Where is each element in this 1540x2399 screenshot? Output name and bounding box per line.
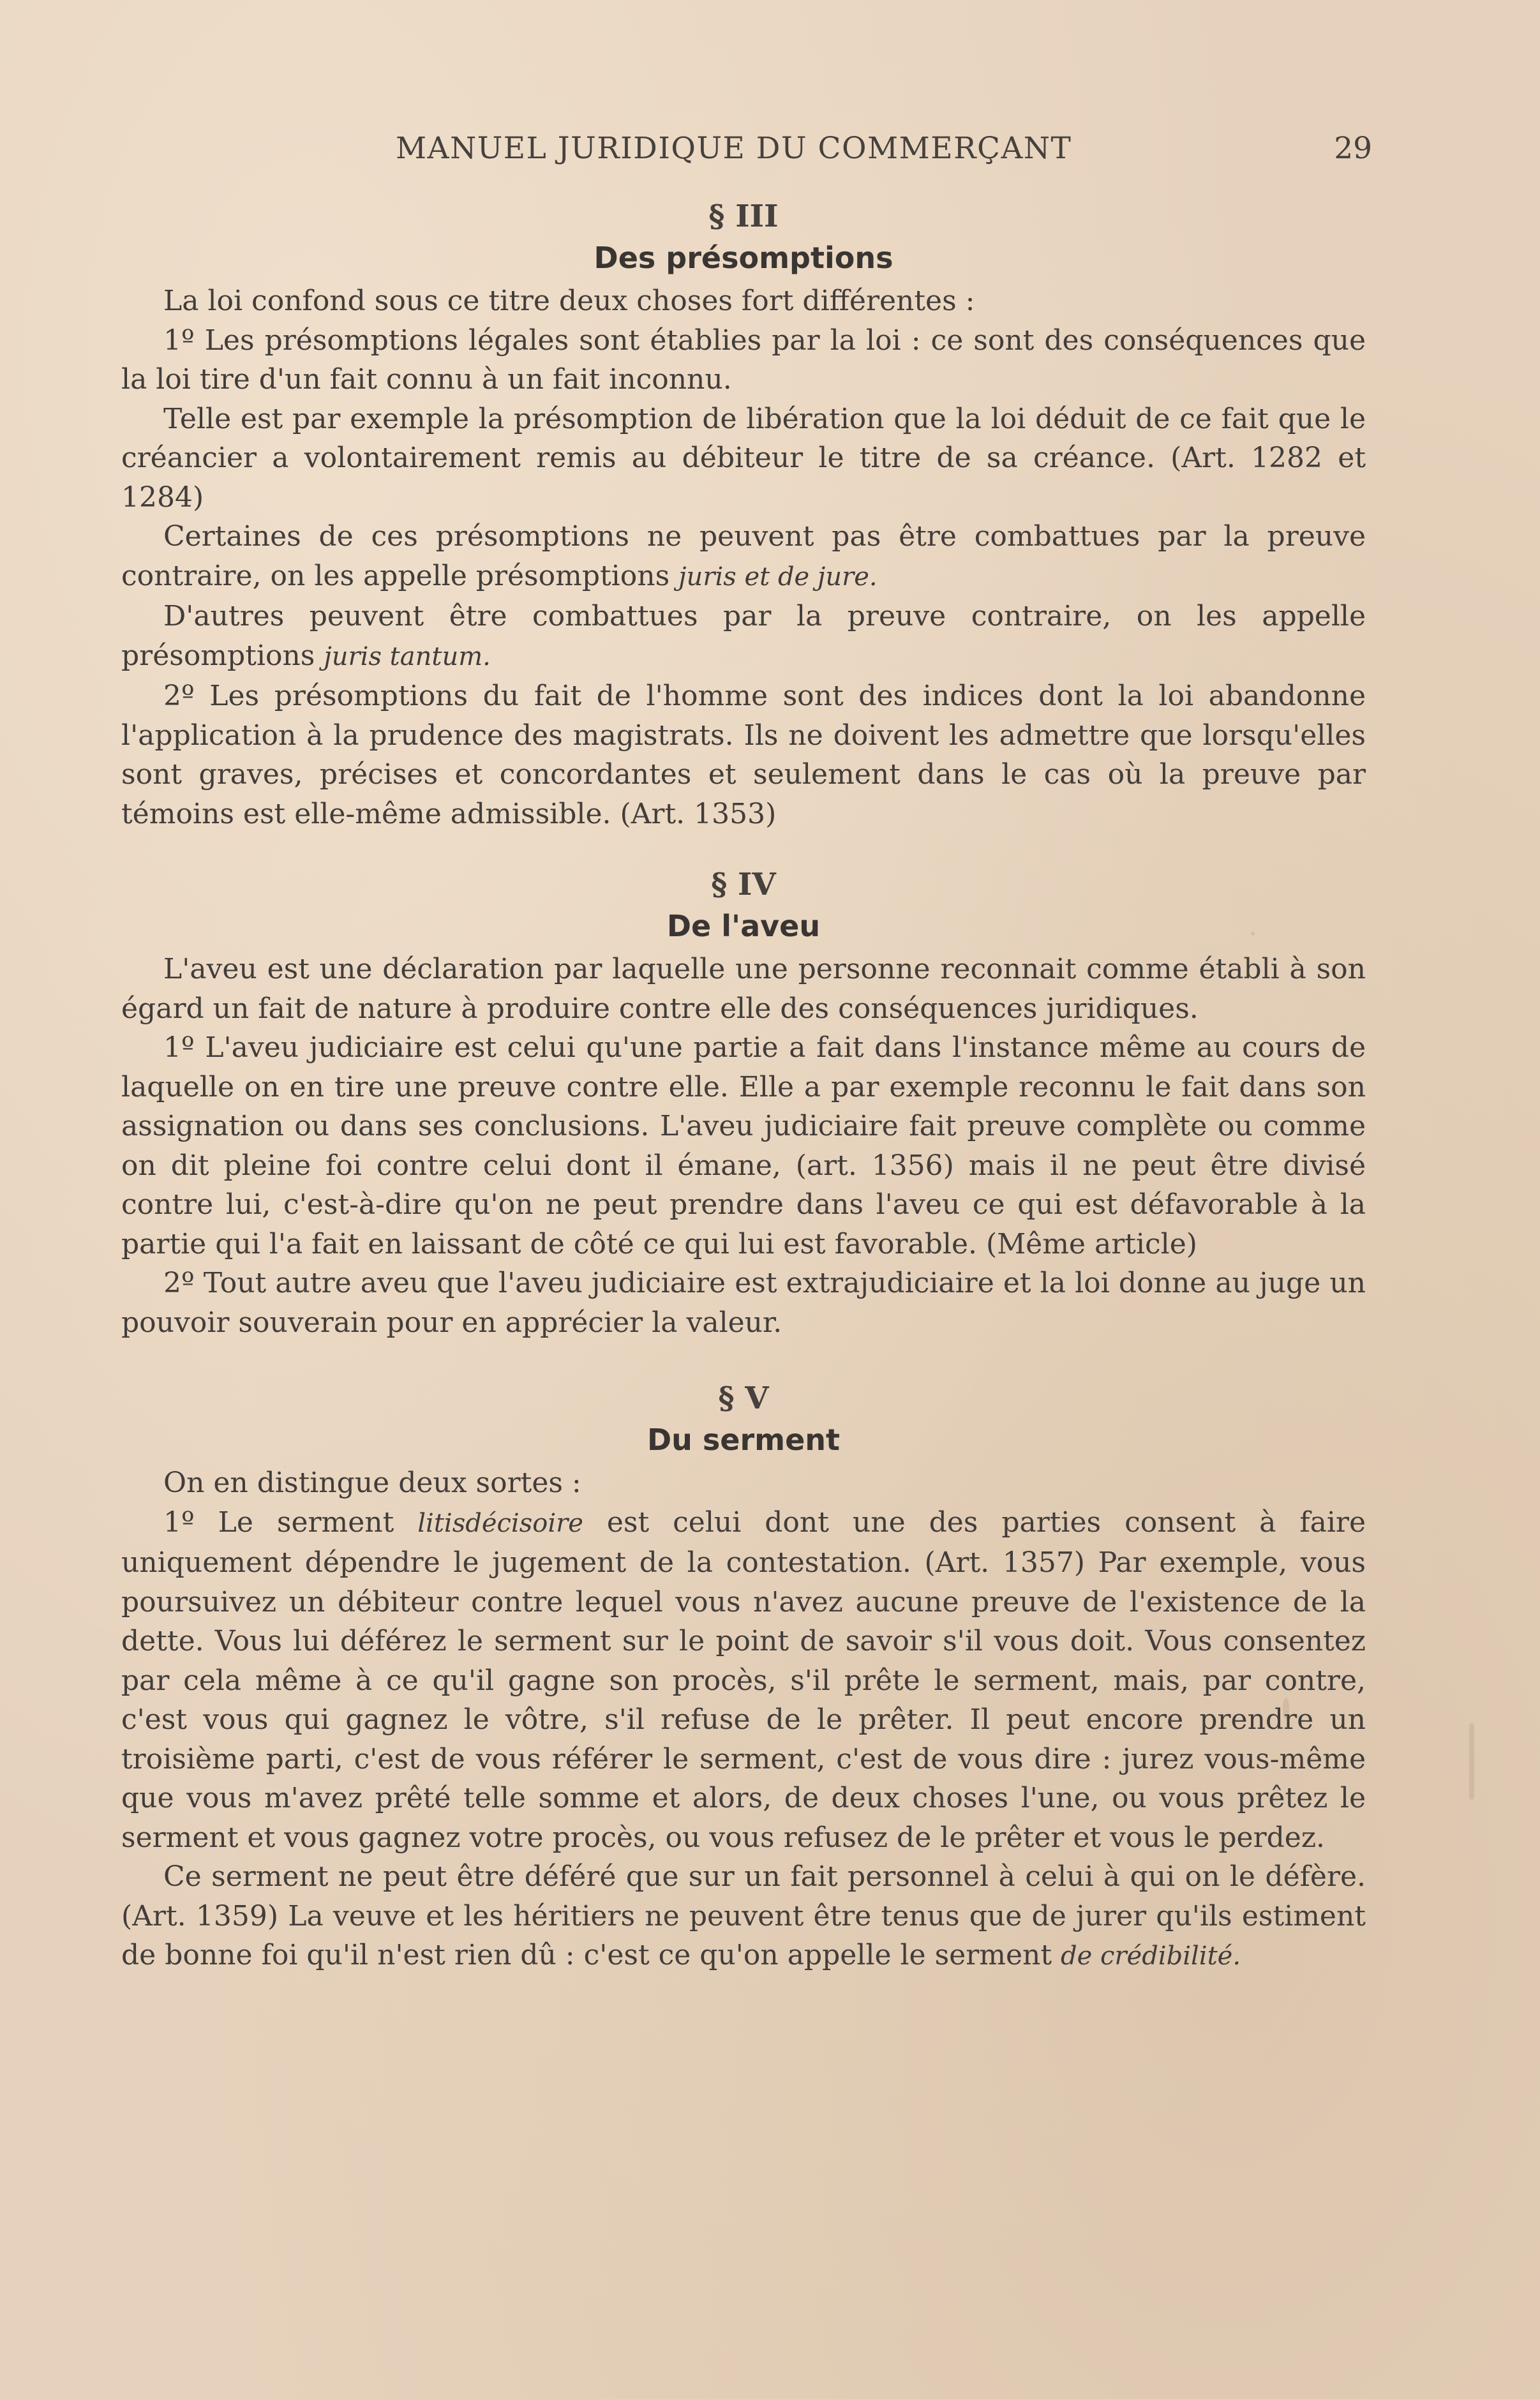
paper-stain xyxy=(1469,1723,1474,1800)
latin-term: de crédibilité. xyxy=(1061,1941,1241,1971)
section-title: De l'aveu xyxy=(666,909,821,943)
paragraph xyxy=(121,517,1366,597)
paragraph-text: D'autres peuvent être combattues par la preuve contraire, on les appelle présomptions xyxy=(121,600,1366,672)
running-title: MANUEL JURIDIQUE DU COMMERÇANT xyxy=(396,131,1072,166)
paragraph-text: Ce serment ne peut être déféré que sur un fait personnel à celui à qui on le défère. (Art. 1359) La veuve et les héritiers ne peuvent être tenus que de jurer qu'ils estiment de bonne foi qu'il n'est rien dû : c'est ce qu'on appelle le serment xyxy=(121,1860,1366,1971)
latin-term: juris et de jure. xyxy=(678,562,878,592)
section-mark: § V xyxy=(718,1380,769,1416)
section-mark: § III xyxy=(708,198,779,234)
section-serment xyxy=(121,1378,1366,1977)
section-presomptions xyxy=(121,196,1366,833)
section-aveu xyxy=(121,864,1366,1342)
latin-term: litisdécisoire xyxy=(417,1508,583,1538)
paragraph: 1º L'aveu judiciaire est celui qu'une partie a fait dans l'instance même au cours de laquelle on en tire une preuve contre elle. Elle a par exemple reconnu le fait dans son assignation ou dans ses conclusions. L'aveu judiciaire fait preuve complète ou comme on dit pleine foi contre celui dont il émane, (art. 1356) mais il ne peut être divisé contre lui, c'est-à-dire qu'on ne peut prendre dans l'aveu ce qui est défavorable à la partie qui l'a fait en laissant de côté ce qui lui est favorable. (Même article) xyxy=(121,1031,1366,1260)
paragraph-text: Certaines de ces présomptions ne peuvent pas être combattues par la preuve contraire, on les appelle présomptions xyxy=(121,520,1366,592)
paragraph: 2º Tout autre aveu que l'aveu judiciaire est extrajudiciaire et la loi donne au juge un pouvoir souverain pour en apprécier la valeur. xyxy=(121,1267,1366,1339)
paragraph: Telle est par exemple la présomption de libération que la loi déduit de ce fait que le créancier a volontairement remis au débiteur le titre de sa créance. (Art. 1282 et 1284) xyxy=(121,402,1366,514)
section-mark: § IV xyxy=(711,867,776,902)
page-number: 29 xyxy=(1334,131,1372,166)
section-title: Des présomptions xyxy=(594,241,893,275)
paragraph: On en distingue deux sortes : xyxy=(163,1467,581,1499)
paragraph: 2º Les présomptions du fait de l'homme sont des indices dont la loi abandonne l'application à la prudence des magistrats. Ils ne doivent les admettre que lorsqu'elles sont graves, précises et concordantes et seulement dans le cas où la preuve par témoins est elle-même admissible. (Art. 1353) xyxy=(121,680,1366,830)
paragraph xyxy=(121,1857,1366,1977)
section-title: Du serment xyxy=(647,1423,841,1457)
paragraph xyxy=(121,597,1366,676)
paragraph-text: est celui dont une des parties consent à faire uniquement dépendre le jugement de la contestation. (Art. 1357) Par exemple, vous poursuivez un débiteur contre lequel vous n'avez aucune preuve de l'existence de la dette. Vous lui déférez le serment sur le point de savoir s'il vous doit. Vous consentez par cela même à ce qu'il gagne son procès, s'il prête le serment, mais, par contre, c'est vous qui gagnez le vôtre, s'il refuse de le prêter. Il peut encore prendre un troisième parti, c'est de vous référer le serment, c'est de vous dire : jurez vous-même que vous m'avez prêté telle somme et alors, de deux choses l'une, ou vous prêtez le serment et vous gagnez votre procès, ou vous refusez de le prêter et vous le perdez. xyxy=(121,1506,1366,1854)
running-header xyxy=(121,131,1372,182)
document-page xyxy=(121,131,1372,1977)
paragraph: 1º Les présomptions légales sont établies par la loi : ce sont des conséquences que la loi tire d'un fait connu à un fait inconnu. xyxy=(121,324,1366,396)
paragraph-text: 1º Le serment xyxy=(163,1506,418,1539)
paragraph: L'aveu est une déclaration par laquelle une personne reconnait comme établi à son égard un fait de nature à produire contre elle des conséquences juridiques. xyxy=(121,953,1366,1025)
paragraph: La loi confond sous ce titre deux choses fort différentes : xyxy=(163,285,975,317)
latin-term: juris tantum. xyxy=(324,641,491,671)
paragraph xyxy=(121,1503,1366,1858)
